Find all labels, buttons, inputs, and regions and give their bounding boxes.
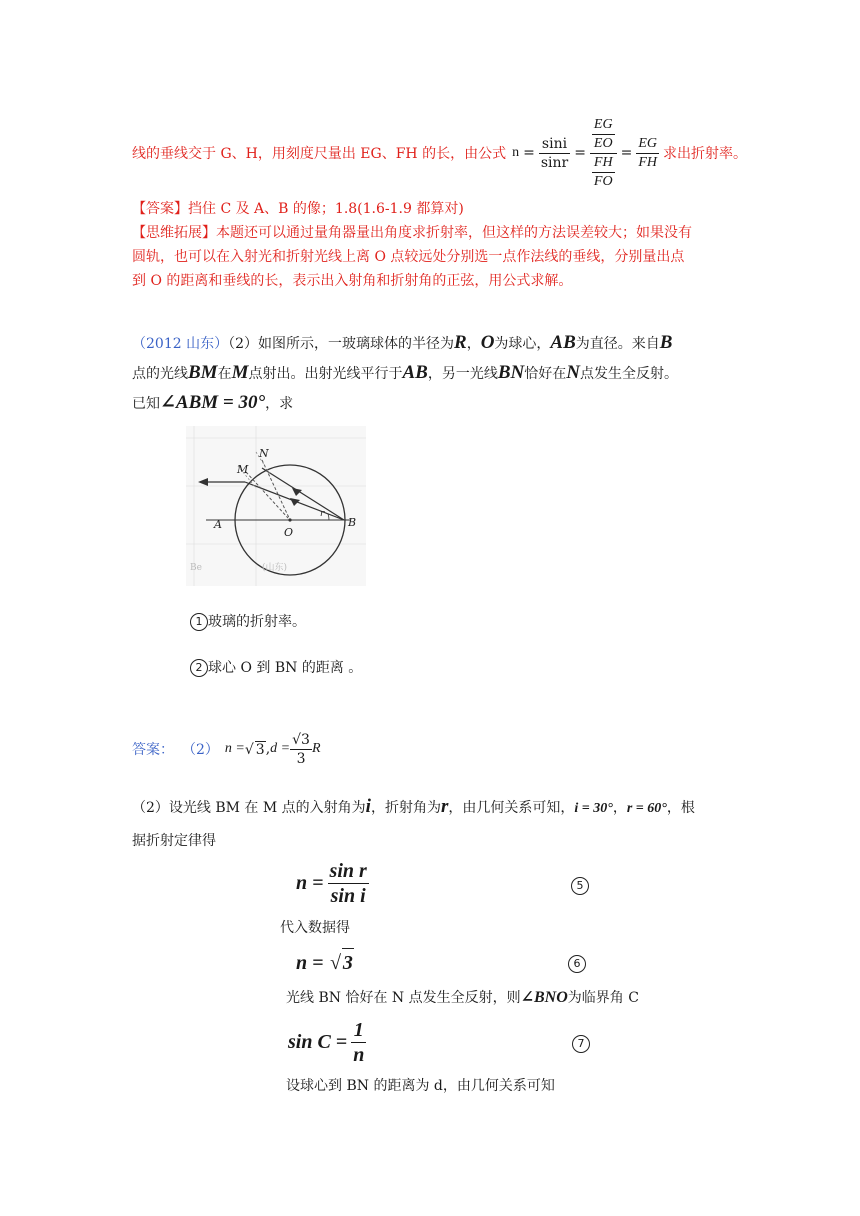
problem-text-12: ，求	[265, 396, 294, 412]
answer-part: （2）	[182, 742, 219, 758]
problem-text-4: 为直径。来自	[575, 336, 660, 352]
intro-line	[132, 112, 747, 194]
solution-text-1: （2）设光线 BM 在 M 点的入射角为	[132, 800, 366, 816]
sym-BM: BM	[188, 362, 218, 383]
frac-fh: FH	[592, 154, 615, 173]
label-shandong: (山东)	[262, 563, 288, 573]
equation-5	[296, 858, 369, 908]
formula-eq-3: =	[620, 145, 633, 161]
question-1-number: 1	[190, 613, 208, 631]
problem-text-3: 为球心，	[494, 336, 551, 352]
sym-angle-ABM: ∠ABM = 30°	[160, 392, 266, 413]
frac-fo: FO	[593, 173, 613, 189]
eq6-sqrt: √ 3	[330, 952, 354, 974]
center-dot	[288, 518, 291, 521]
label-r: r	[320, 509, 325, 519]
answer-frac-num: √3	[292, 731, 310, 748]
eq6-number: 6	[568, 955, 586, 973]
extension-line-1: 【思维拓展】本题还可以通过量角器量出角度求折射率，但这样的方法误差较大；如果没有	[132, 225, 692, 241]
sym-i-value: i = 30°	[574, 801, 613, 816]
problem-line-3	[132, 390, 293, 417]
frac-sini: sini	[539, 135, 570, 154]
question-1-text: 玻璃的折射率。	[208, 614, 306, 630]
intro-suffix: 求出折射率。	[663, 146, 747, 162]
problem-text-2: ，	[466, 336, 481, 352]
problem-text-9: 恰好在	[524, 366, 567, 382]
eq7-number: 7	[572, 1035, 590, 1053]
solution-line-2: 据折射定律得	[132, 833, 216, 849]
extension-line-2: 圆轨，也可以在入射光和折射光线上离 O 点较远处分别选一点作法线的垂线，分别量出点	[132, 249, 685, 265]
problem-text-1: （2）如图所示，一玻璃球体的半径为	[228, 336, 454, 352]
eq7-num: 1	[351, 1018, 366, 1043]
solution-line-1	[132, 794, 695, 822]
label-A: A	[214, 518, 222, 531]
tir-line	[286, 988, 639, 1008]
sym-r-value: r = 60°	[626, 801, 667, 816]
problem-line-1	[132, 330, 672, 357]
eq7-frac	[351, 1018, 366, 1067]
frac-eg-eo	[592, 116, 615, 153]
answer-d: d =	[270, 741, 291, 756]
frac-compound-bottom	[590, 154, 617, 191]
question-2-text: 球心 O 到 BN 的距离 。	[208, 660, 363, 676]
label-O: O	[284, 526, 294, 539]
formula-eq-2: =	[574, 145, 586, 161]
problem-source: （2012 山东）	[132, 336, 229, 352]
eq7-lhs: sin C =	[288, 1030, 348, 1053]
answer-label: 答案：	[132, 742, 174, 758]
frac-compound	[590, 116, 617, 191]
problem-text-10: 点发生全反射。	[579, 366, 678, 382]
sym-AB: AB	[550, 332, 576, 353]
sym-BN: BN	[497, 362, 525, 383]
sym-N: N	[566, 362, 580, 383]
sym-i: i	[365, 796, 371, 817]
solution-text-3: ，由几何关系可知，	[448, 800, 575, 816]
frac-sinr: sinr	[540, 154, 569, 171]
label-be: Be	[190, 563, 202, 573]
answer-sep: ,	[265, 741, 271, 757]
problem-line-2	[132, 360, 678, 387]
eq6-lhs: n =	[296, 952, 324, 974]
answer-sqrt-radicand: 3	[255, 741, 265, 758]
sym-r: r	[440, 796, 449, 817]
label-N: N	[259, 447, 269, 460]
eq5-frac	[328, 859, 369, 908]
substitute-line: 代入数据得	[280, 920, 350, 936]
solution-text-2: ，折射角为	[370, 800, 441, 816]
sym-angle-BNO: ∠BNO	[520, 989, 568, 1006]
answer-R: R	[311, 741, 321, 756]
formula-eq-1: =	[523, 145, 535, 161]
answer-sqrt: √ 3	[244, 741, 265, 758]
answer-row	[132, 724, 321, 774]
sym-M: M	[231, 362, 249, 383]
glass-sphere-figure	[186, 426, 366, 586]
sym-AB-2: AB	[402, 362, 428, 383]
answer-n: n =	[224, 741, 245, 756]
eq7-den: n	[353, 1043, 365, 1066]
answer-frac	[290, 731, 312, 768]
problem-text-8: ，另一光线	[427, 366, 498, 382]
question-2	[190, 658, 362, 678]
eq5-num: sin r	[329, 859, 367, 882]
extension-line-3: 到 O 的距离和垂线的长，表示出入射角和折射角的正弦，用公式求解。	[132, 273, 573, 289]
tir-text-1: 光线 BN 恰好在 N 点发生全反射，则	[286, 990, 521, 1006]
problem-text-6: 在	[217, 366, 232, 382]
frac-eg-2: EG	[636, 135, 659, 154]
answer-line: 【答案】挡住 C 及 A、B 的像；1.8(1.6-1.9 都算对)	[132, 201, 464, 217]
frac-fh-fo	[592, 154, 615, 191]
formula-n: n	[512, 145, 520, 160]
frac-eg-fh	[636, 135, 659, 172]
intro-prefix: 线的垂线交于 G、H，用刻度尺量出 EG、FH 的长，由公式	[132, 146, 507, 162]
problem-text-5: 点的光线	[132, 366, 188, 382]
frac-fh-2: FH	[638, 154, 657, 170]
eq5-lhs: n =	[296, 871, 324, 894]
figure-background	[186, 426, 366, 586]
last-line: 设球心到 BN 的距离为 d，由几何关系可知	[286, 1078, 555, 1094]
question-2-number: 2	[190, 659, 208, 677]
eq5-den: sin i	[330, 884, 366, 907]
solution-comma: ，	[612, 800, 627, 816]
tir-text-2: 为临界角 C	[567, 990, 639, 1006]
answer-frac-den: 3	[296, 750, 306, 767]
frac-compound-top	[590, 116, 617, 154]
question-1	[190, 612, 306, 632]
frac-sini-sinr	[539, 135, 570, 172]
eq5-number: 5	[571, 877, 589, 895]
equation-7	[288, 1016, 366, 1068]
label-M: M	[237, 463, 249, 476]
sym-B: B	[659, 332, 673, 353]
label-B: B	[348, 516, 357, 529]
solution-text-4: ，根	[666, 800, 695, 816]
sym-R: R	[454, 332, 467, 353]
frac-eo: EO	[593, 135, 613, 151]
sym-O: O	[480, 332, 495, 353]
frac-eg: EG	[592, 116, 615, 135]
problem-text-11: 已知	[132, 396, 160, 412]
problem-text-7: 点射出。出射光线平行于	[248, 366, 403, 382]
eq6-radicand: 3	[342, 948, 354, 977]
equation-6	[296, 948, 354, 977]
